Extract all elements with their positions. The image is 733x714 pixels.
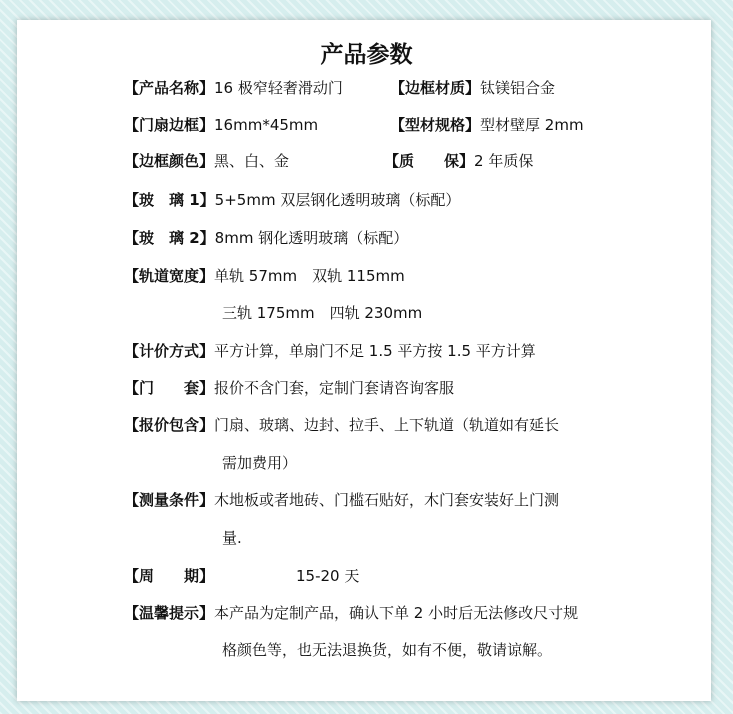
value-profile: 型材壁厚 2mm [480,116,584,134]
value-door-edge: 16mm*45mm [214,116,319,134]
value-price-includes: 门扇、玻璃、边封、拉手、上下轨道（轨道如有延长 [214,416,560,434]
value-price-includes-line2: 需加费用） [222,454,298,472]
label-price-includes: 【报价包含】 [124,416,215,434]
label-period: 【周 期】 [124,567,215,585]
value-product-name: 16 极窄轻奢滑动门 [214,79,343,97]
row-price-includes [124,413,559,437]
row-glass-2 [124,226,408,250]
value-notice-line2: 格颜色等，也无法退换货，如有不便，敬请谅解。 [222,641,553,659]
row-warranty [384,149,533,173]
label-glass-2: 【玻 璃 2】 [124,229,215,247]
row-measure [124,488,559,512]
row-pricing [124,339,536,363]
row-frame-color [124,149,289,173]
value-glass-1: 5+5mm 双层钢化透明玻璃（标配） [214,191,461,209]
value-track-width-line2: 三轨 175mm 四轨 230mm [222,304,423,322]
value-notice: 本产品为定制产品，确认下单 2 小时后无法修改尺寸规 [214,604,579,622]
label-pricing: 【计价方式】 [124,342,215,360]
value-measure-line2: 量. [222,529,242,547]
value-frame-material: 钛镁铝合金 [480,79,556,97]
value-period: 15-20 天 [296,567,360,585]
value-pricing: 平方计算，单扇门不足 1.5 平方按 1.5 平方计算 [214,342,536,360]
row-notice [124,601,578,625]
value-glass-2: 8mm 钢化透明玻璃（标配） [214,229,409,247]
row-door-edge [124,113,318,137]
row-frame-material [390,76,555,100]
label-track-width: 【轨道宽度】 [124,267,215,285]
label-door-cover: 【门 套】 [124,379,215,397]
label-glass-1: 【玻 璃 1】 [124,191,215,209]
label-notice: 【温馨提示】 [124,604,215,622]
value-frame-color: 黑、白、金 [214,152,290,170]
label-product-name: 【产品名称】 [124,79,215,97]
row-door-cover [124,376,454,400]
row-period [124,564,359,588]
label-frame-color: 【边框颜色】 [124,152,215,170]
label-measure: 【测量条件】 [124,491,215,509]
row-profile [390,113,584,137]
label-warranty: 【质 保】 [384,152,475,170]
value-track-width: 单轨 57mm 双轨 115mm [214,267,405,285]
value-measure: 木地板或者地砖、门槛石贴好，木门套安装好上门测 [214,491,560,509]
row-product-name [124,76,343,100]
page-title: 产品参数 [320,42,413,68]
value-door-cover: 报价不含门套，定制门套请咨询客服 [214,379,455,397]
row-glass-1 [124,188,460,212]
label-frame-material: 【边框材质】 [390,79,481,97]
row-track-width [124,264,405,288]
value-warranty: 2 年质保 [474,152,534,170]
label-door-edge: 【门扇边框】 [124,116,215,134]
label-profile: 【型材规格】 [390,116,481,134]
